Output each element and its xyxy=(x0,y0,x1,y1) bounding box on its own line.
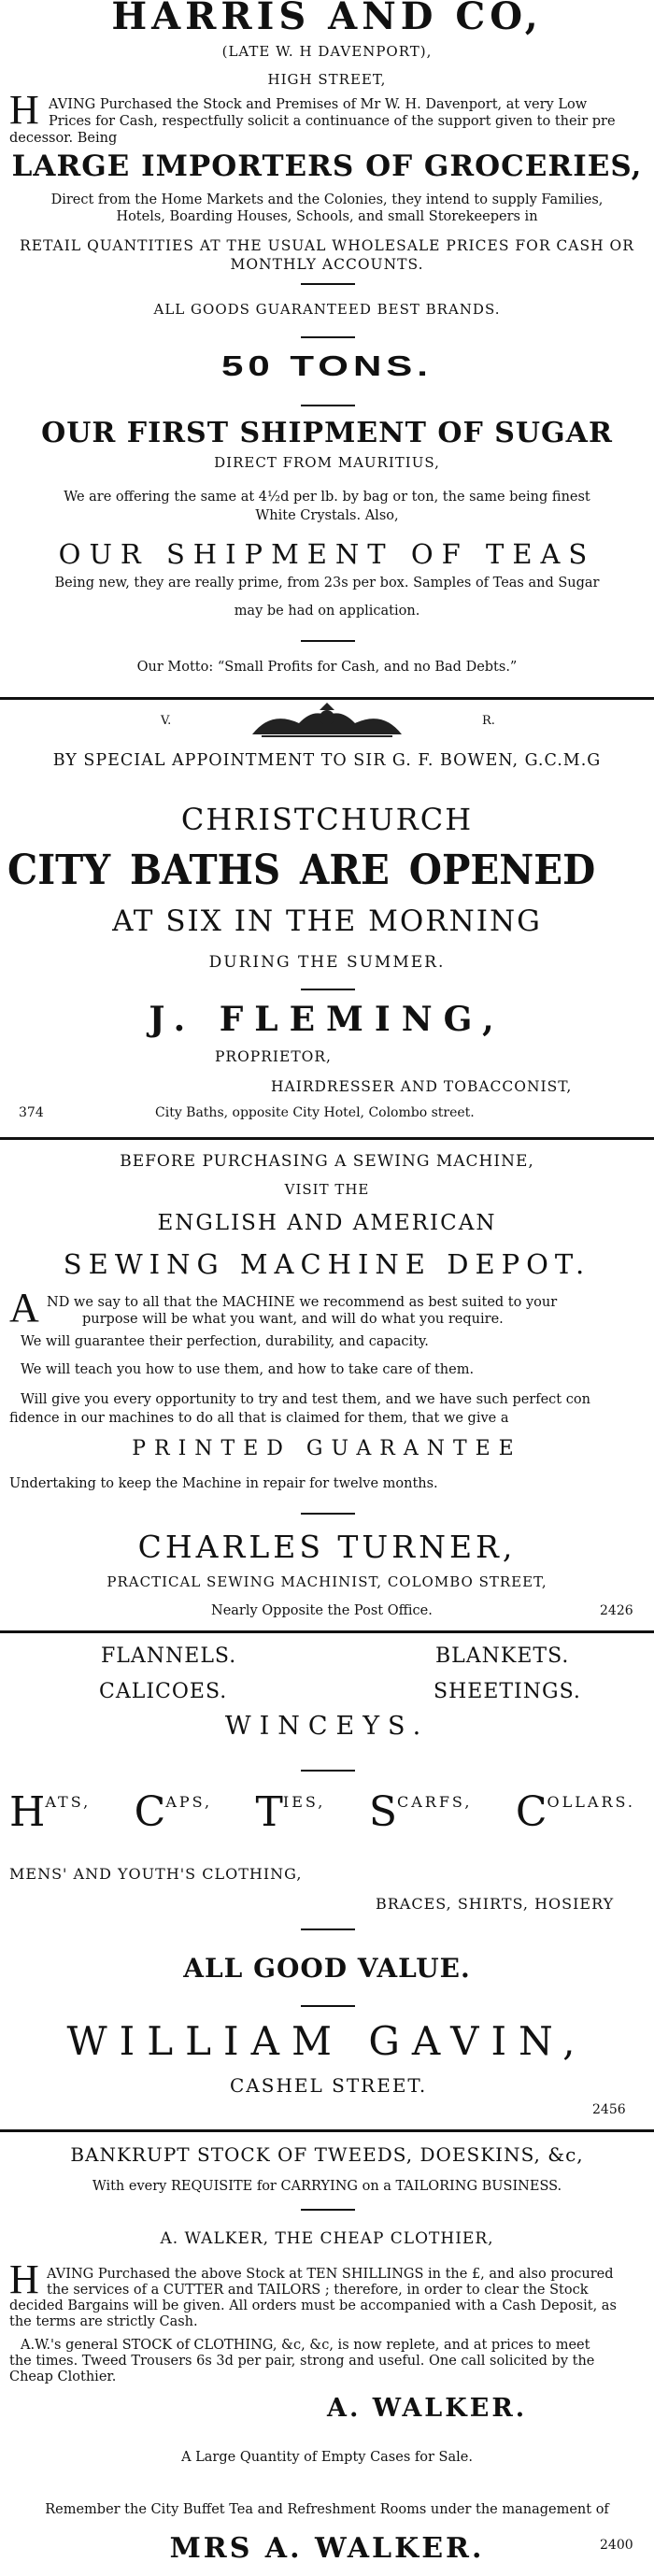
sewing-english: ENGLISH AND AMERICAN xyxy=(157,1211,497,1235)
divider-rule xyxy=(301,405,355,406)
gavin-good-value: ALL GOOD VALUE. xyxy=(183,1953,471,1984)
accessory-word: TIES, xyxy=(255,1788,326,1836)
baths-r: R. xyxy=(482,714,495,728)
walker-general-line: the times. Tweed Trousers 6s 3d per pair, strong and useful. One call solicited by the xyxy=(9,2354,595,2369)
harris-late: (LATE W. H DAVENPORT), xyxy=(221,43,433,60)
sewing-undertaking: Undertaking to keep the Machine in repair for twelve months. xyxy=(9,1476,438,1491)
sewing-dropcap: A xyxy=(9,1285,39,1331)
baths-at-six: AT SIX IN THE MORNING xyxy=(112,904,542,938)
gavin-braces: BRACES, SHIRTS, HOSIERY xyxy=(376,1895,615,1913)
harris-dropcap: H xyxy=(9,87,39,133)
walker-bankrupt: BANKRUPT STOCK OF TWEEDS, DOESKINS, &c, xyxy=(70,2143,584,2166)
harris-street: HIGH STREET, xyxy=(267,71,387,88)
harris-retail-line: MONTHLY ACCOUNTS. xyxy=(230,256,424,273)
walker-remember: Remember the City Buffet Tea and Refreshment Rooms under the management of xyxy=(45,2502,609,2517)
walker-dropcap: H xyxy=(9,2256,39,2302)
accessory-word: COLLARS. xyxy=(515,1788,635,1836)
walker-general-line: Cheap Clothier. xyxy=(9,2370,117,2384)
harris-body-line: decessor. Being xyxy=(9,131,118,146)
harris-title: HARRIS AND CO, xyxy=(111,0,543,38)
walker-number: 2400 xyxy=(600,2538,633,2553)
walker-body-line: the services of a CUTTER and TAILORS ; therefore, in order to clear the Stock xyxy=(47,2283,589,2298)
sewing-guarantee-line: We will guarantee their perfection, durability, and capacity. xyxy=(21,1334,429,1349)
walker-body-line: the terms are strictly Cash. xyxy=(9,2314,198,2329)
gavin-name: WILLIAM GAVIN, xyxy=(66,2018,588,2064)
walker-cases: A Large Quantity of Empty Cases for Sale. xyxy=(181,2450,473,2465)
harris-teas-line: Being new, they are really prime, from 23s per box. Samples of Teas and Sugar xyxy=(54,576,600,591)
divider-rule xyxy=(301,1513,355,1515)
sewing-opposite: Nearly Opposite the Post Office. xyxy=(211,1603,433,1618)
sewing-printed-guarantee: PRINTED GUARANTEE xyxy=(132,1437,522,1460)
baths-city-baths-opened xyxy=(7,847,595,894)
harris-retail-line: RETAIL QUANTITIES AT THE USUAL WHOLESALE PRICES FOR CASH OR xyxy=(20,237,634,254)
gavin-cashel: CASHEL STREET. xyxy=(230,2074,428,2097)
harris-all-goods: ALL GOODS GUARANTEED BEST BRANDS. xyxy=(153,301,501,318)
accessory-word: HATS, xyxy=(9,1788,92,1836)
divider-rule xyxy=(301,283,355,285)
divider-rule xyxy=(301,1928,355,1930)
harris-direct-mauritius: DIRECT FROM MAURITIUS, xyxy=(214,454,440,471)
harris-large-importers: LARGE IMPORTERS OF GROCERIES, xyxy=(11,149,643,183)
word: OPENED xyxy=(408,847,596,894)
walker-mrs: MRS A. WALKER. xyxy=(169,2532,485,2565)
word: ARE xyxy=(299,847,390,894)
gavin-number: 2456 xyxy=(592,2102,626,2117)
baths-address: City Baths, opposite City Hotel, Colombo street. xyxy=(155,1105,475,1120)
divider-rule xyxy=(301,989,355,990)
gavin-winceys: WINCEYS. xyxy=(224,1712,430,1741)
section-rule xyxy=(0,1137,654,1140)
section-rule xyxy=(0,697,654,700)
harris-direct-line: Direct from the Home Markets and the Colonies, they intend to supply Families, xyxy=(50,192,604,207)
gavin-sheetings: SHEETINGS. xyxy=(434,1680,581,1703)
divider-rule xyxy=(301,640,355,642)
baths-fleming: J. FLEMING, xyxy=(149,1000,505,1039)
harris-offering-line: White Crystals. Also, xyxy=(255,508,399,523)
sewing-teach-line: We will teach you how to use them, and how to take care of them. xyxy=(21,1362,475,1377)
harris-body-line: Prices for Cash, respectfully solicit a continuance of the support given to their pre xyxy=(49,114,616,129)
word: CITY xyxy=(7,847,111,894)
baths-proprietor: PROPRIETOR, xyxy=(215,1048,332,1065)
royal-arms-icon xyxy=(234,703,420,742)
sewing-before: BEFORE PURCHASING A SEWING MACHINE, xyxy=(120,1152,534,1171)
sewing-practical: PRACTICAL SEWING MACHINIST, COLOMBO STREET, xyxy=(107,1573,547,1590)
sewing-body-line: purpose will be what you want, and will do what you require. xyxy=(82,1312,504,1327)
harris-teas-line: may be had on application. xyxy=(234,604,420,619)
walker-body-line: AVING Purchased the above Stock at TEN SHILLINGS in the £, and also procured xyxy=(47,2267,614,2282)
divider-rule xyxy=(301,1770,355,1772)
harris-shipment-teas: OUR SHIPMENT OF TEAS xyxy=(58,538,596,570)
harris-offering-line: We are offering the same at 4½d per lb. by bag or ton, the same being finest xyxy=(64,490,590,505)
walker-general-line: A.W.'s general STOCK of CLOTHING, &c, &c, is now replete, and at prices to meet xyxy=(21,2338,590,2353)
accessory-word: SCARFS, xyxy=(368,1788,473,1836)
baths-during: DURING THE SUMMER. xyxy=(208,953,446,972)
gavin-flannels: FLANNELS. xyxy=(101,1644,237,1668)
gavin-accessories-line xyxy=(9,1788,635,1836)
walker-body-line: decided Bargains will be given. All orders must be accompanied with a Cash Deposit, as xyxy=(9,2298,617,2313)
section-rule xyxy=(0,2129,654,2132)
harris-first-shipment: OUR FIRST SHIPMENT OF SUGAR xyxy=(41,417,613,449)
sewing-number: 2426 xyxy=(600,1603,633,1618)
harris-body-line: AVING Purchased the Stock and Premises of Mr W. H. Davenport, at very Low xyxy=(49,97,588,112)
harris-direct-line: Hotels, Boarding Houses, Schools, and small Storekeepers in xyxy=(116,209,538,224)
sewing-visit: VISIT THE xyxy=(284,1181,370,1198)
walker-name: A. WALKER. xyxy=(327,2394,528,2423)
gavin-blankets: BLANKETS. xyxy=(435,1644,570,1668)
sewing-charles-turner: CHARLES TURNER, xyxy=(137,1529,517,1565)
baths-christchurch: CHRISTCHURCH xyxy=(180,802,474,837)
harris-fifty-tons: 50 TONS. xyxy=(221,349,433,382)
sewing-every-line: Will give you every opportunity to try and test them, and we have such perfect con xyxy=(21,1392,590,1407)
sewing-body-line: ND we say to all that the MACHINE we recommend as best suited to your xyxy=(47,1295,558,1310)
divider-rule xyxy=(301,336,355,338)
walker-requisite: With every REQUISITE for CARRYING on a TAILORING BUSINESS. xyxy=(92,2179,562,2194)
divider-rule xyxy=(301,2005,355,2007)
gavin-calicoes: CALICOES. xyxy=(99,1680,228,1703)
accessory-word: CAPS, xyxy=(134,1788,213,1836)
section-rule xyxy=(0,1630,654,1633)
sewing-depot: SEWING MACHINE DEPOT. xyxy=(63,1248,591,1280)
word: BATHS xyxy=(130,847,281,894)
baths-v: V. xyxy=(161,714,172,728)
baths-special-appointment: BY SPECIAL APPOINTMENT TO SIR G. F. BOWEN, G.C.M.G xyxy=(52,751,602,770)
baths-hairdresser: HAIRDRESSER AND TOBACCONIST, xyxy=(271,1078,573,1095)
walker-cheap-clothier: A. WALKER, THE CHEAP CLOTHIER, xyxy=(160,2229,494,2248)
divider-rule xyxy=(301,2209,355,2211)
gavin-mens: MENS' AND YOUTH'S CLOTHING, xyxy=(9,1865,303,1883)
baths-number: 374 xyxy=(19,1105,44,1120)
sewing-every-line: fidence in our machines to do all that is claimed for them, that we give a xyxy=(9,1411,509,1426)
harris-motto: Our Motto: “Small Profits for Cash, and no Bad Debts.” xyxy=(136,660,518,675)
